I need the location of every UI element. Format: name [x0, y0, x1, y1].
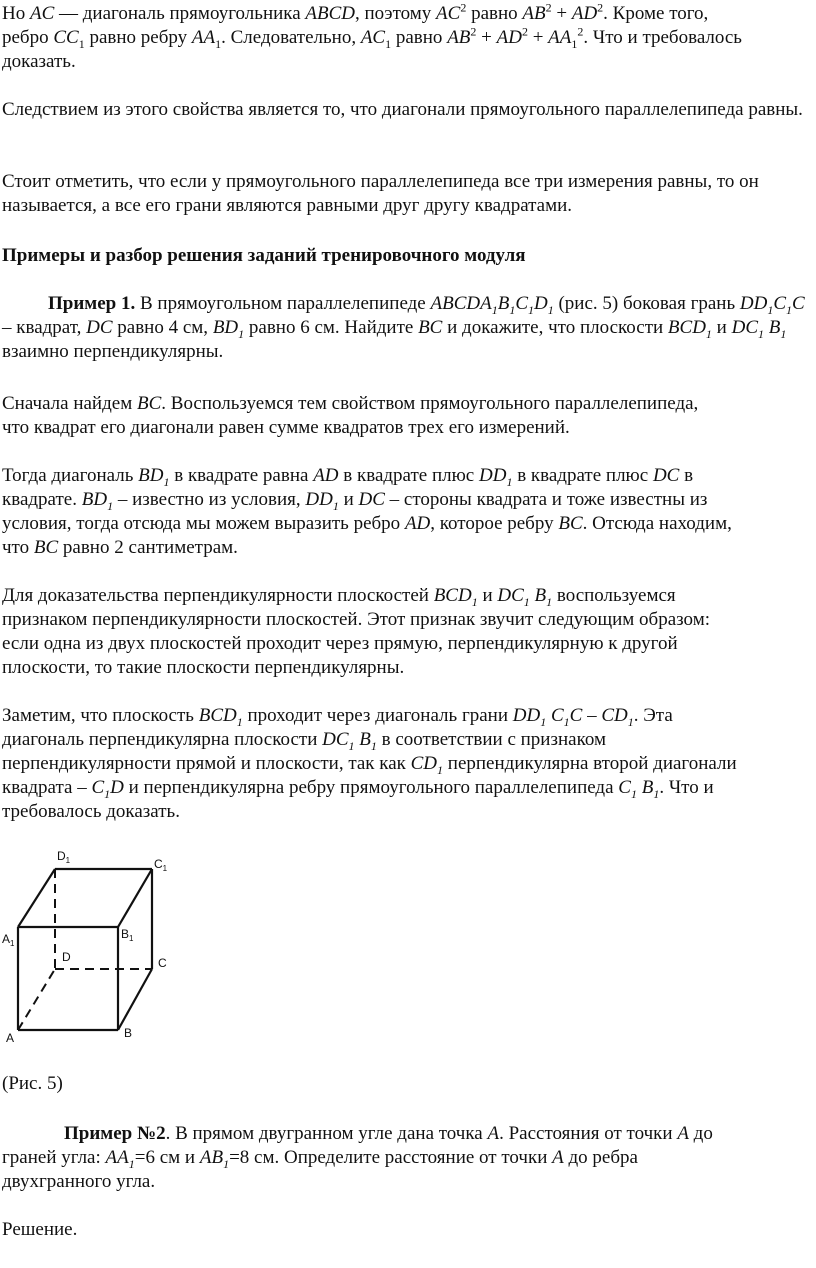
paragraph-proof-end: Но AC — диагональ прямоугольника ABCD, поэтому $AC^2$ равно $AB^2 + AD^2$. Кроме того, ребро $CC_1$ равно ребру $AA_1$. Следовательно, $AC_1$ равно $AB^2 + AD^2 + AA_1^2$. Что и требовалось доказать.	[2, 0, 742, 72]
label-d: D	[62, 950, 71, 964]
label-b1: $B_1$	[121, 927, 134, 943]
edge-a1-d1	[18, 869, 55, 927]
figure-parallelepiped	[0, 840, 200, 1055]
edge-b-c	[118, 969, 152, 1030]
edge-b1-c1	[118, 869, 152, 927]
hidden-edge-a-d	[18, 969, 55, 1030]
label-b: B	[124, 1026, 133, 1040]
solution-label: Решение.	[2, 1219, 78, 1240]
label-a1: $A_1$	[2, 932, 15, 948]
label-c1: $C_1$	[154, 857, 168, 873]
label-d1: $D_1$	[57, 849, 71, 865]
paragraph-find-bc: Сначала найдем BC. Воспользуемся тем свойством прямоугольного параллелепипеда, что квадрат его диагонали равен сумме квадратов трех его измерений.	[2, 393, 699, 438]
paragraph-conclusion: Заметим, что плоскость $BCD_1$ проходит через диагональ грани $DD_1$ $C_1C - CD_1$. Эта диагональ перпендикулярна плоскости $DC_1$ $B_1$ в соответствии с признаком перпендикулярности прямой и плоскости, так как $CD_1$ перпендикулярна второй диагонали квадрата – $C_1D$ и перпендикулярна ребру прямоугольного параллелепипеда $C_1$ $B_1$. Что и требовалось доказать.	[2, 705, 737, 822]
label-a: A	[6, 1031, 15, 1045]
paragraph-criterion: Для доказательства перпендикулярности плоскостей $BCD_1$ и $DC_1$ $B_1$ воспользуемся признаком перпендикулярности плоскостей. Этот признак звучит следующим образом: если одна из двух плоскостей проходит через прямую, перпендикулярную к другой плоскости, то такие плоскости перпендикулярны.	[2, 585, 710, 678]
section-heading: Примеры и разбор решения заданий тренировочного модуля	[2, 245, 526, 266]
figure-caption: (Рис. 5)	[2, 1073, 63, 1094]
paragraph-cube-note: Стоит отметить, что если у прямоугольного параллелепипеда все три измерения равны, то он называется, а все его грани являются равными друг другу квадратами.	[2, 171, 759, 216]
example-1: Пример 1. В прямоугольном параллелепипеде $ABCDA_1B_1C_1D_1$ (рис. 5) боковая грань $DD_1C_1C$ – квадрат, DC равно 4 см, $BD_1$ равно 6 см. Найдите BC и докажите, что плоскости $BCD_1$ и $DC_1$ $B_1$ взаимно перпендикулярны.	[2, 293, 805, 362]
label-c: C	[158, 956, 167, 970]
example-2: Пример №2. В прямом двугранном угле дана точка A. Расстояния от точки A до граней угла: $AA_1=6$ см и $AB_1=8$ см. Определите расстояние от точки A до ребра двухгранного угла.	[2, 1123, 713, 1192]
paragraph-diagonal: Тогда диагональ $BD_1$ в квадрате равна AD в квадрате плюс $DD_1$ в квадрате плюс DC в квадрате. $BD_1$ – известно из условия, $DD_1$ и DC – стороны квадрата и тоже известны из условия, тогда отсюда мы можем выразить ребро AD, которое ребру BC. Отсюда находим, что BC равно 2 сантиметрам.	[2, 465, 732, 558]
paragraph-corollary: Следствием из этого свойства является то, что диагонали прямоугольного параллелепипеда равны.	[2, 99, 803, 120]
